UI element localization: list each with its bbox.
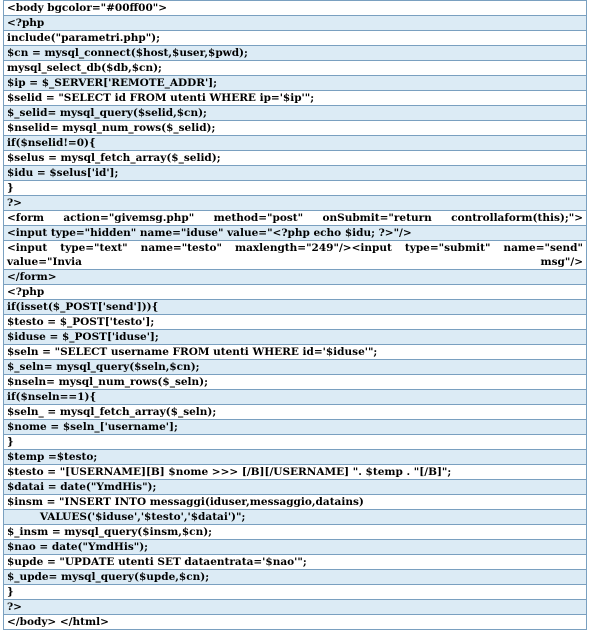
code-line-row <box>4 315 587 330</box>
code-line-row <box>4 330 587 345</box>
code-listing-body <box>4 1 587 630</box>
code-line-text: mysql_select_db($db,$cn); <box>4 61 587 76</box>
code-line-row <box>4 300 587 315</box>
code-line-row <box>4 76 587 91</box>
code-line-row <box>4 390 587 405</box>
code-line-text: $cn = mysql_connect($host,$user,$pwd); <box>4 46 587 61</box>
code-line-text: ?> <box>4 196 587 211</box>
code-line-text: $iduse = $_POST['iduse']; <box>4 330 587 345</box>
code-line-row <box>4 345 587 360</box>
code-line-row <box>4 61 587 76</box>
code-line-row <box>4 555 587 570</box>
code-line-row <box>4 16 587 31</box>
code-line-text: if(isset($_POST['send'])){ <box>4 300 587 315</box>
code-line-text: $nseln= mysql_num_rows($_seln); <box>4 375 587 390</box>
code-line-text: ?> <box>4 600 587 615</box>
code-line-row <box>4 450 587 465</box>
code-line-text: <body bgcolor="#00ff00"> <box>4 1 587 16</box>
code-line-text: $temp =$testo; <box>4 450 587 465</box>
code-line-row <box>4 615 587 630</box>
code-line-text: </form> <box>4 270 587 285</box>
code-line-row <box>4 91 587 106</box>
code-line-text: $_insm = mysql_query($insm,$cn); <box>4 525 587 540</box>
code-line-text: </body> </html> <box>4 615 587 630</box>
code-line-text: <?php <box>4 16 587 31</box>
code-line-text: $seln_ = mysql_fetch_array($_seln); <box>4 405 587 420</box>
code-line-row <box>4 270 587 285</box>
code-line-text: $datai = date("YmdHis"); <box>4 480 587 495</box>
code-line-text: $selid = "SELECT id FROM utenti WHERE ip='$ip'"; <box>4 91 587 106</box>
code-line-row <box>4 46 587 61</box>
code-line-row <box>4 166 587 181</box>
code-line-text: $upde = "UPDATE utenti SET dataentrata='$nao'"; <box>4 555 587 570</box>
code-line-row <box>4 465 587 480</box>
code-line-text: $testo = $_POST['testo']; <box>4 315 587 330</box>
code-line-row <box>4 151 587 166</box>
code-line-text: $ip = $_SERVER['REMOTE_ADDR']; <box>4 76 587 91</box>
code-line-row <box>4 285 587 300</box>
code-line-row <box>4 121 587 136</box>
code-line-text: <form action="givemsg.php" method="post" onSubmit="return controllaform(this);"> <box>4 211 587 226</box>
code-line-row <box>4 211 587 226</box>
code-line-row <box>4 405 587 420</box>
code-line-text: } <box>4 585 587 600</box>
code-line-text: include("parametri.php"); <box>4 31 587 46</box>
code-line-row <box>4 480 587 495</box>
code-line-text: } <box>4 181 587 196</box>
code-line-text: $selus = mysql_fetch_array($_selid); <box>4 151 587 166</box>
code-line-text: } <box>4 435 587 450</box>
code-line-row <box>4 420 587 435</box>
code-line-text: $_seln= mysql_query($seln,$cn); <box>4 360 587 375</box>
code-line-text: $nselid= mysql_num_rows($_selid); <box>4 121 587 136</box>
code-line-text: if($nselid!=0){ <box>4 136 587 151</box>
code-line-text: $nome = $seln_['username']; <box>4 420 587 435</box>
code-line-text: $seln = "SELECT username FROM utenti WHERE id='$iduse'"; <box>4 345 587 360</box>
code-line-text: $nao = date("YmdHis"); <box>4 540 587 555</box>
code-listing-table <box>3 0 587 630</box>
code-line-text: <?php <box>4 285 587 300</box>
code-line-row <box>4 435 587 450</box>
code-line-row <box>4 540 587 555</box>
code-line-row <box>4 570 587 585</box>
code-line-row <box>4 600 587 615</box>
code-line-text: $_upde= mysql_query($upde,$cn); <box>4 570 587 585</box>
code-line-text: if($nseln==1){ <box>4 390 587 405</box>
code-line-text: $_selid= mysql_query($selid,$cn); <box>4 106 587 121</box>
code-line-row <box>4 106 587 121</box>
code-line-text: $insm = "INSERT INTO messaggi(iduser,messaggio,datains) <box>4 495 587 510</box>
code-line-row <box>4 31 587 46</box>
code-line-row <box>4 525 587 540</box>
code-line-row <box>4 510 587 525</box>
code-line-text: <input type="text" name="testo" maxlength="249"/><input type="submit" name="send" value="Invia msg"/> <box>4 241 587 270</box>
code-line-row <box>4 360 587 375</box>
code-line-text: $idu = $selus['id']; <box>4 166 587 181</box>
code-line-row <box>4 136 587 151</box>
code-line-text: VALUES('$iduse','$testo','$datai')"; <box>4 510 587 525</box>
code-line-row <box>4 226 587 241</box>
code-line-row <box>4 585 587 600</box>
code-line-row <box>4 375 587 390</box>
code-line-row <box>4 181 587 196</box>
code-line-row <box>4 1 587 16</box>
code-line-row <box>4 495 587 510</box>
code-line-row <box>4 241 587 270</box>
code-line-row <box>4 196 587 211</box>
code-line-text: <input type="hidden" name="iduse" value="<?php echo $idu; ?>"/> <box>4 226 587 241</box>
code-line-text: $testo = "[USERNAME][B] $nome >>> [/B][/USERNAME] ". $temp . "[/B]"; <box>4 465 587 480</box>
